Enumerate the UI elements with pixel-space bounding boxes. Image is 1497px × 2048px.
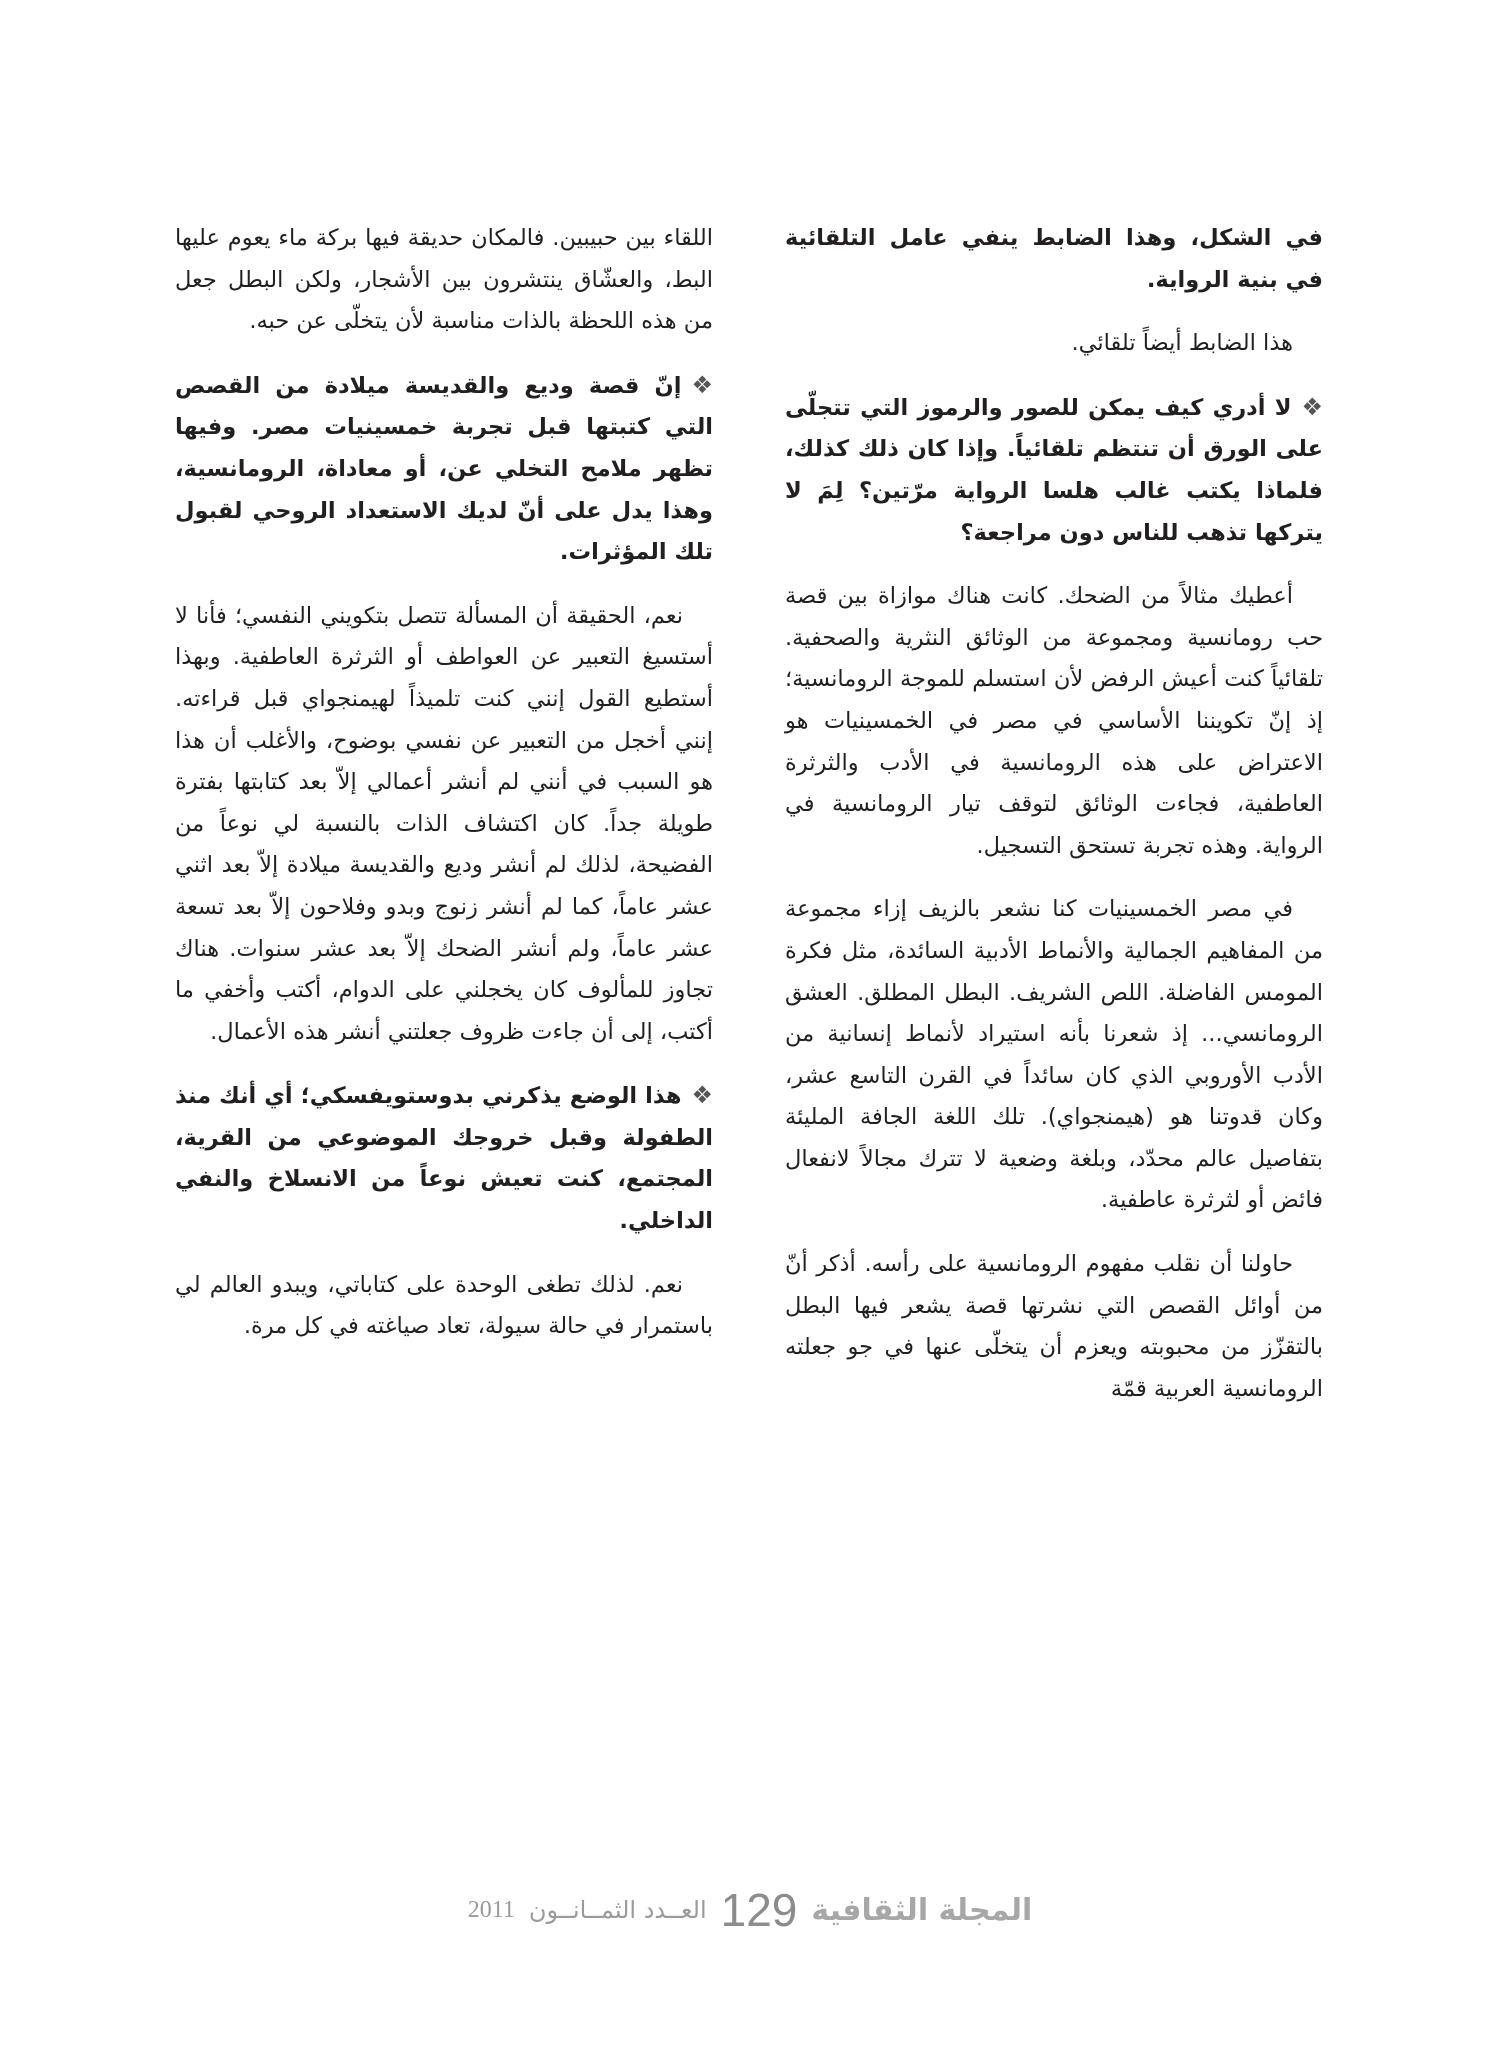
magazine-name: المجلة الثقافية [811, 1892, 1033, 1928]
question-text: إنّ قصة وديع والقديسة ميلادة من القصص التي كتبتها قبل تجربة خمسينيات مصر. وفيها تظهر ملامح التخلي عن، أو معاداة، الرومانسية، وهذا يدل على أنّ لديك الاستعداد الروحي لقبول تلك المؤثرات. [175, 372, 713, 566]
continued-question-text: في الشكل، وهذا الضابط ينفي عامل التلقائية في بنية الرواية. [785, 225, 1323, 293]
continued-paragraph: اللقاء بين حبيبين. فالمكان حديقة فيها بركة ماء يعوم عليها البط، والعشّاق ينتشرون بين الأشجار، ولكن البطل جعل من هذه اللحظة بالذات مناسبة لأن يتخلّى عن حبه. [175, 225, 713, 335]
question-paragraph [175, 1075, 713, 1242]
page-footer [430, 1880, 1070, 1940]
answer-paragraph: أعطيك مثالاً من الضحك. كانت هناك موازاة بين قصة حب رومانسية ومجموعة من الوثائق النثرية والصحفية. تلقائياً كنت أعيش الرفض لأن استسلم للموجة الرومانسية؛ إذ إنّ تكويننا الأساسي في مصر في الخمسينيات هو الاعتراض على هذه الرومانسية في الأدب والثرثرة العاطفية، فجاءت الوثائق لتوقف تيار الرومانسية في الرواية. وهذه تجربة تستحق التسجيل. [785, 583, 1323, 859]
answer-paragraph: في مصر الخمسينيات كنا نشعر بالزيف إزاء مجموعة من المفاهيم الجمالية والأنماط الأدبية السائدة، مثل فكرة المومس الفاضلة. اللص الشريف. البطل المطلق. العشق الرومانسي... إذ شعرنا بأنه استيراد لأنماط إنسانية من الأدب الأوروبي الذي كان سائداً في القرن التاسع عشر، وكان قدوتنا هو (هيمنجواي). تلك اللغة الجافة المليئة بتفاصيل عالم محدّد، وبلغة وضعية لا تترك مجالاً لانفعال فائض أو لثرثرة عاطفية. [785, 896, 1323, 1214]
answer-paragraph: نعم. لذلك تطغى الوحدة على كتاباتي، ويبدو العالم لي باستمرار في حالة سيولة، تعاد صياغته في كل مرة. [175, 1271, 713, 1340]
bullet-icon: ❖ [1301, 392, 1323, 421]
question-paragraph [175, 365, 713, 574]
question-text: لا أدري كيف يمكن للصور والرموز التي تتجلّى على الورق أن تنتظم تلقائياً. وإذا كان ذلك كذلك، فلماذا يكتب غالب هلسا الرواية مرّتين؟ لِمَ لا يتركها تذهب للناس دون مراجعة؟ [785, 394, 1323, 546]
question-text: هذا الوضع يذكرني بدوستويفسكي؛ أي أنك منذ الطفولة وقبل خروجك الموضوعي من القرية، المجتمع، كنت تعيش نوعاً من الانسلاخ والنفي الداخلي. [175, 1083, 713, 1235]
bullet-icon: ❖ [691, 1081, 713, 1110]
right-column [785, 218, 1323, 1432]
issue-year: 2011 [467, 1896, 515, 1923]
bullet-icon: ❖ [691, 370, 713, 399]
page-number: 129 [720, 1884, 798, 1936]
answer-paragraph: حاولنا أن نقلب مفهوم الرومانسية على رأسه. أذكر أنّ من أوائل القصص التي نشرتها قصة يشعر فيها البطل بالتقزّز من محبوبته ويعزم أن يتخلّى عنها في جو جعلته الرومانسية العربية قمّة [785, 1251, 1323, 1402]
left-column [175, 218, 713, 1370]
question-paragraph [785, 387, 1323, 554]
issue-label: العــدد الثمــانــون [528, 1896, 707, 1924]
answer-paragraph: نعم، الحقيقة أن المسألة تتصل بتكويني النفسي؛ فأنا لا أستسيغ التعبير عن العواطف أو الثرثرة العاطفية. وبهذا أستطيع القول إنني كنت تلميذاً لهيمنجواي قبل قراءته. إنني أخجل من التعبير عن نفسي بوضوح، والأغلب أن هذا هو السبب في أنني لم أنشر أعمالي إلاّ بعد كتابتها بفترة طويلة جداً. كان اكتشاف الذات بالنسبة لي نوعاً من الفضيحة، لذلك لم أنشر وديع والقديسة ميلادة إلاّ بعد اثني عشر عاماً، كما لم أنشر زنوج وبدو وفلاحون إلاّ بعد تسعة عشر عاماً، ولم أنشر الضحك إلاّ بعد عشر سنوات. هناك تجاوز للمألوف كان يخجلني على الدوام، أكتب وأخفي ما أكتب، إلى أن جاءت ظروف جعلتني أنشر هذه الأعمال. [175, 602, 713, 1045]
answer-paragraph: هذا الضابط أيضاً تلقائي. [1071, 330, 1293, 357]
